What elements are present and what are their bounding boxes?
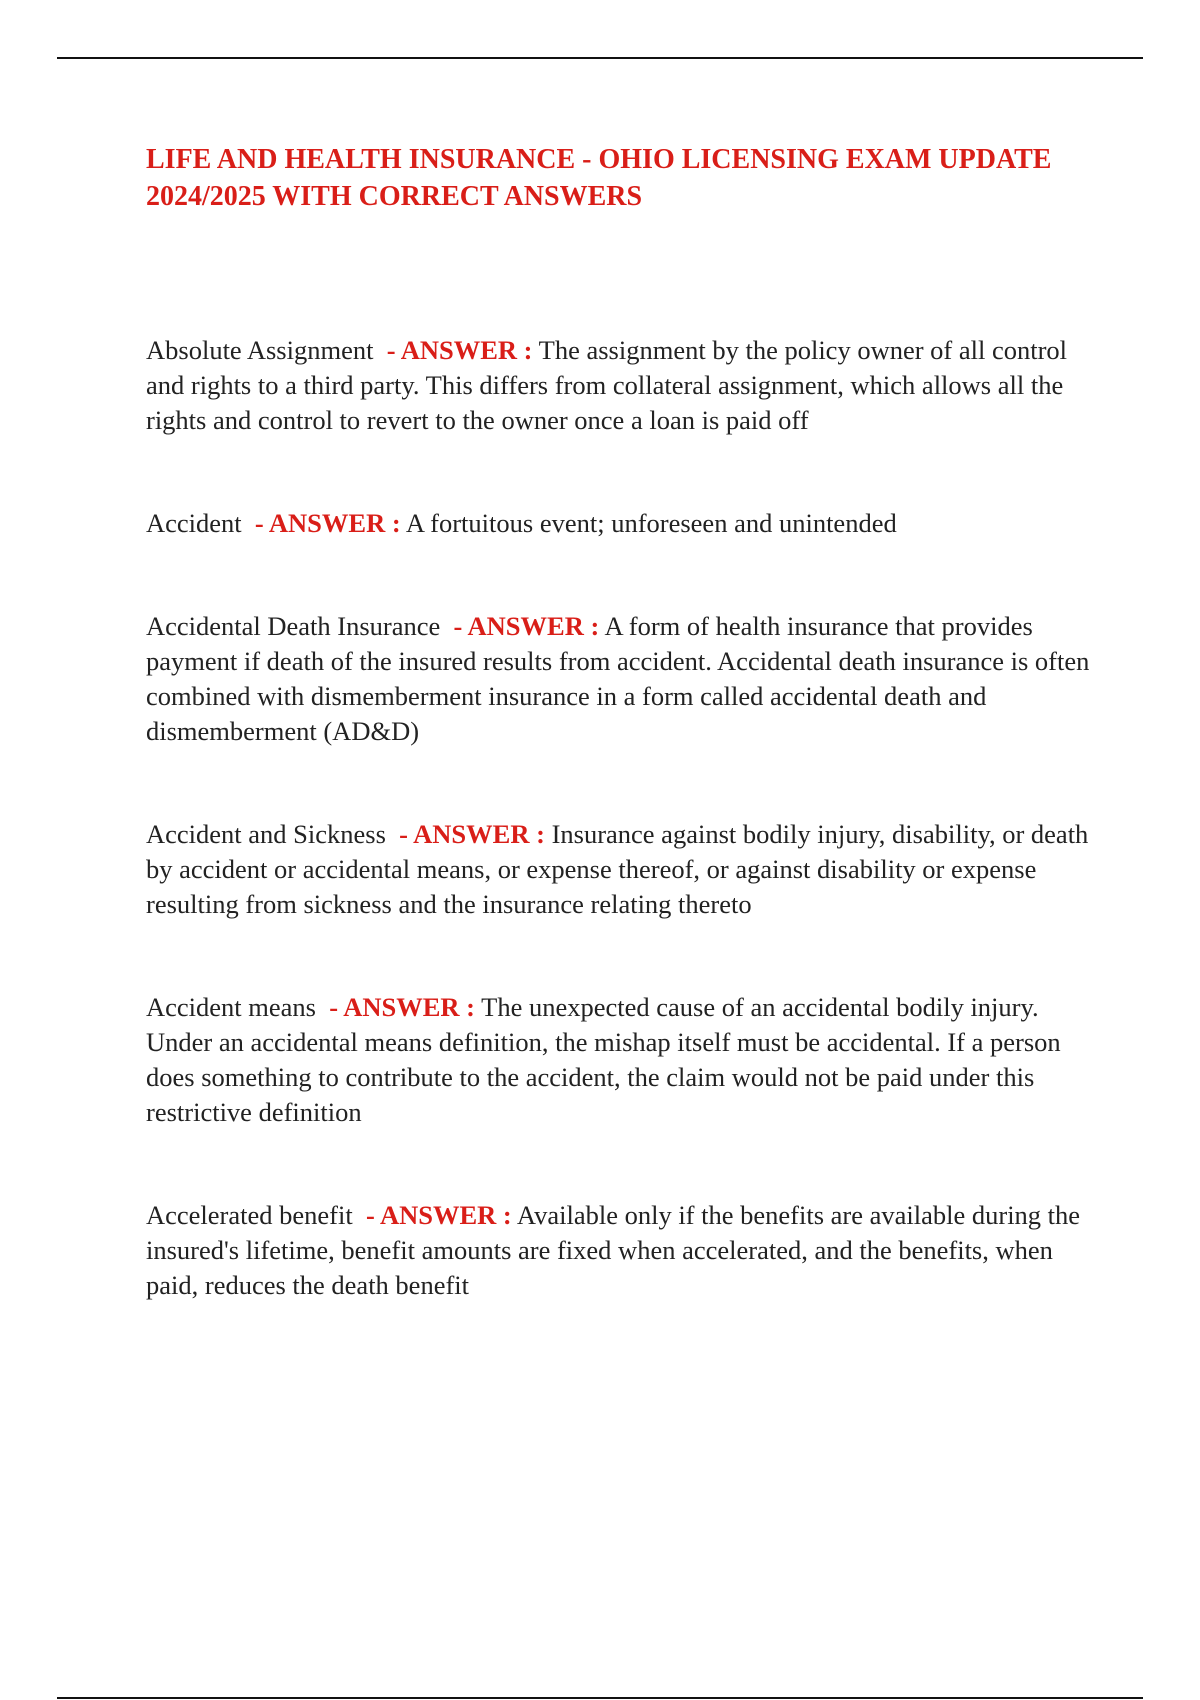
answer-label: - ANSWER : bbox=[254, 508, 401, 538]
entry-definition: A form of health insurance that provides payment if death of the insured results from accident. Accidental death insurance is often combined with dismemberment insurance in a form called accidental death and dismemberment (AD&D) bbox=[146, 611, 1090, 746]
entry-absolute-assignment bbox=[146, 333, 1096, 438]
entry-accidental-death-insurance bbox=[146, 609, 1096, 749]
entry-term: Accelerated benefit bbox=[146, 1200, 353, 1230]
answer-label: - ANSWER : bbox=[453, 611, 600, 641]
entry-list bbox=[146, 333, 1096, 1371]
entry-term: Accident and Sickness bbox=[146, 819, 386, 849]
answer-label: - ANSWER : bbox=[365, 1200, 512, 1230]
entry-accident bbox=[146, 506, 1096, 541]
entry-definition: A fortuitous event; unforeseen and unintended bbox=[405, 508, 897, 538]
entry-definition: Available only if the benefits are available during the insured's lifetime, benefit amounts are fixed when accelerated, and the benefits, when paid, reduces the death benefit bbox=[146, 1200, 1081, 1300]
entry-accelerated-benefit bbox=[146, 1198, 1096, 1303]
entry-accident-and-sickness bbox=[146, 817, 1096, 922]
entry-term: Accident bbox=[146, 508, 242, 538]
answer-label: - ANSWER : bbox=[329, 992, 475, 1022]
answer-label: - ANSWER : bbox=[386, 335, 533, 365]
document-title: LIFE AND HEALTH INSURANCE - OHIO LICENSING EXAM UPDATE 2024/2025 WITH CORRECT ANSWERS bbox=[146, 144, 1052, 212]
entry-definition: The assignment by the policy owner of all control and rights to a third party. This differs from collateral assignment, which allows all the rights and control to revert to the owner once a loan is paid off bbox=[146, 335, 1068, 435]
entry-accident-means bbox=[146, 990, 1096, 1130]
entry-term: Accident means bbox=[146, 992, 316, 1022]
bottom-rule bbox=[57, 1697, 1143, 1699]
entry-definition: The unexpected cause of an accidental bodily injury. Under an accidental means definition, the mishap itself must be accidental. If a person does something to contribute to the accident, the claim would not be paid under this restrictive definition bbox=[146, 992, 1061, 1127]
entry-term: Accidental Death Insurance bbox=[146, 611, 441, 641]
top-rule bbox=[57, 57, 1143, 59]
entry-definition: Insurance against bodily injury, disability, or death by accident or accidental means, or expense thereof, or against disability or expense resulting from sickness and the insurance relating thereto bbox=[146, 819, 1089, 919]
entry-term: Absolute Assignment bbox=[146, 335, 374, 365]
answer-label: - ANSWER : bbox=[399, 819, 545, 849]
